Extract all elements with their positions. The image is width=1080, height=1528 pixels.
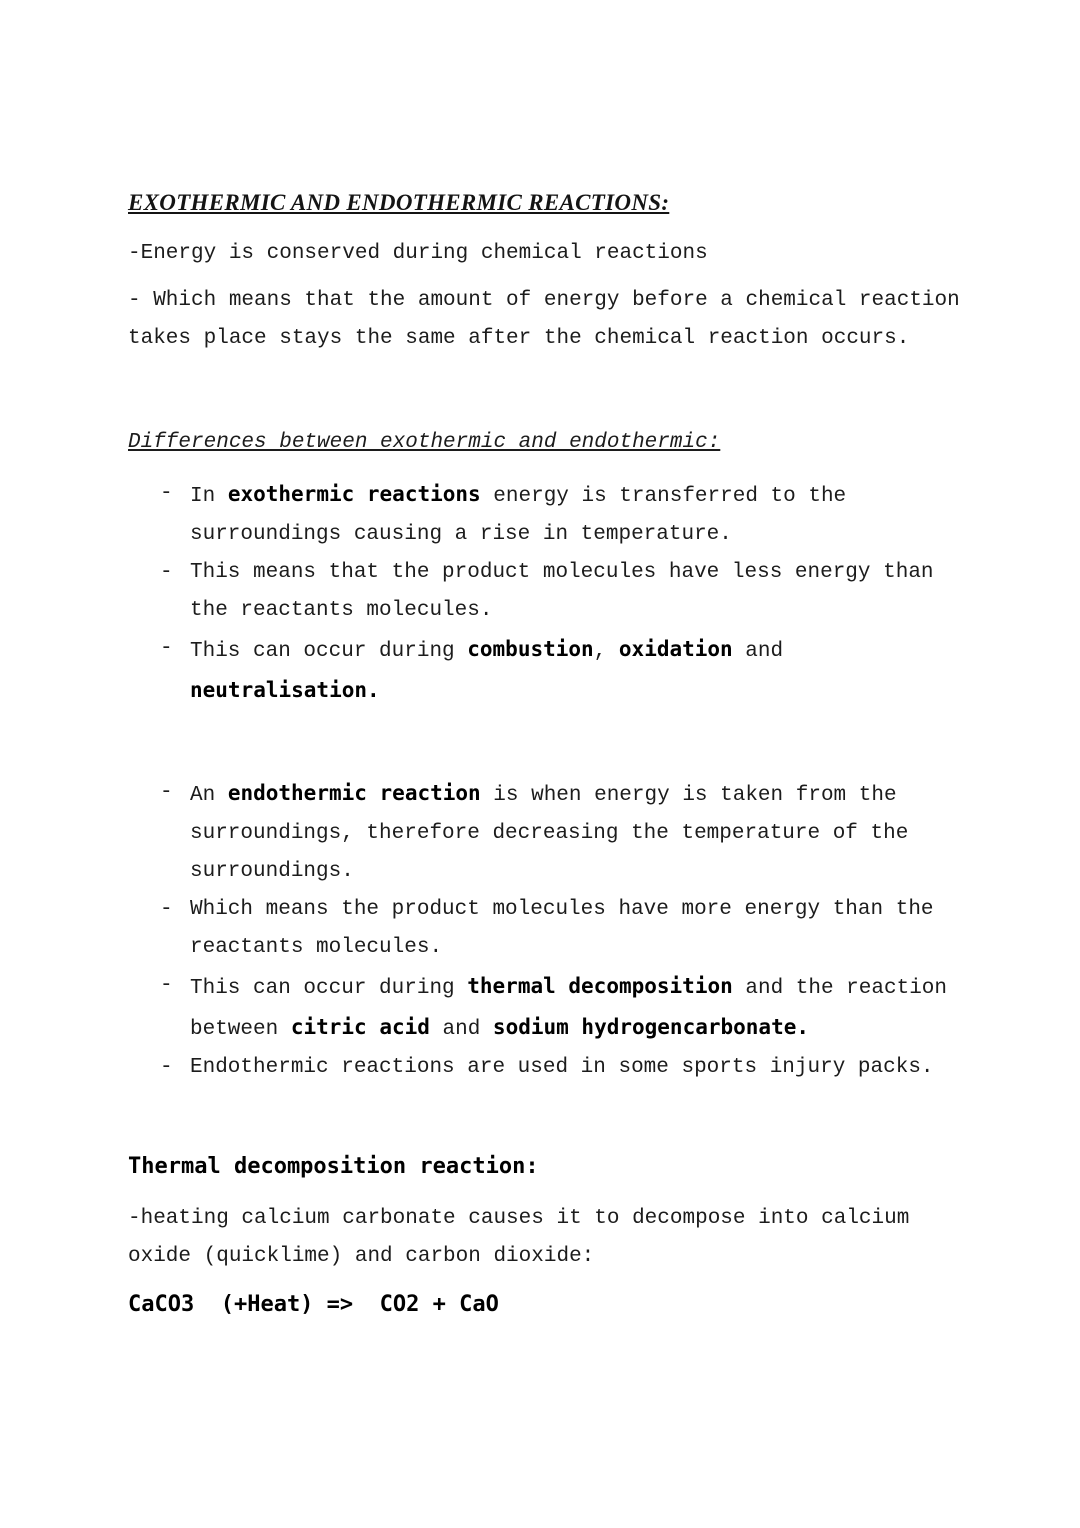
emphasized-text: sodium hydrogencarbonate. — [492, 1015, 809, 1039]
body-text: and — [429, 1018, 493, 1041]
dash-bullet-marker: - — [160, 781, 173, 804]
thermal-decomposition-paragraph: -heating calcium carbonate causes it to decompose into calcium oxide (quicklime) and carbon dioxide: — [128, 1207, 910, 1268]
intro-paragraph-2: - Which means that the amount of energy before a chemical reaction takes place stays the same after the chemical reaction occurs. — [128, 289, 960, 350]
exothermic-bullet-list — [128, 475, 970, 712]
body-text: is when energy is taken from the surroundings, therefore decreasing the temperature of the surroundings. — [190, 784, 909, 883]
body-text: This can occur during — [190, 977, 468, 1000]
thermal-decomposition-formula: CaCO3 (+Heat) => CO2 + CaO — [128, 1292, 499, 1317]
list-item — [128, 630, 970, 712]
emphasized-text: citric acid — [290, 1015, 430, 1039]
differences-heading: Differences between exothermic and endothermic: — [128, 431, 721, 454]
list-item — [128, 774, 970, 891]
emphasized-text: endothermic reaction — [227, 781, 481, 805]
dash-bullet-marker: - — [160, 482, 173, 505]
emphasized-text: exothermic reactions — [227, 482, 481, 506]
body-text: and the reaction between — [190, 977, 948, 1041]
body-text: An — [190, 784, 228, 807]
intro-paragraph-1: -Energy is conserved during chemical reactions — [128, 242, 708, 265]
dash-bullet-marker: - — [160, 898, 173, 921]
document-title: EXOTHERMIC AND ENDOTHERMIC REACTIONS: — [128, 190, 670, 215]
list-item — [128, 475, 970, 554]
list-item — [128, 967, 970, 1049]
list-item — [128, 554, 970, 630]
list-item — [128, 1049, 970, 1087]
emphasized-text: neutralisation. — [190, 678, 380, 702]
dash-bullet-marker: - — [160, 637, 173, 660]
body-text: , — [593, 640, 619, 663]
emphasized-text: oxidation — [618, 637, 733, 661]
list-item — [128, 891, 970, 967]
body-text: Which means the product molecules have more energy than the reactants molecules. — [190, 898, 934, 959]
body-text: This can occur during — [190, 640, 468, 663]
body-text: Endothermic reactions are used in some sports injury packs. — [190, 1056, 934, 1079]
body-text: energy is transferred to the surroundings causing a rise in temperature. — [190, 485, 847, 546]
body-text: In — [190, 485, 228, 508]
dash-bullet-marker: - — [160, 561, 173, 584]
emphasized-text: thermal decomposition — [467, 974, 733, 998]
thermal-decomposition-heading: Thermal decomposition reaction: — [128, 1154, 539, 1179]
dash-bullet-marker: - — [160, 974, 173, 997]
dash-bullet-marker: - — [160, 1056, 173, 1079]
body-text: This means that the product molecules have less energy than the reactants molecules. — [190, 561, 934, 622]
endothermic-bullet-list — [128, 774, 970, 1087]
body-text: and — [732, 640, 784, 663]
emphasized-text: combustion — [467, 637, 594, 661]
